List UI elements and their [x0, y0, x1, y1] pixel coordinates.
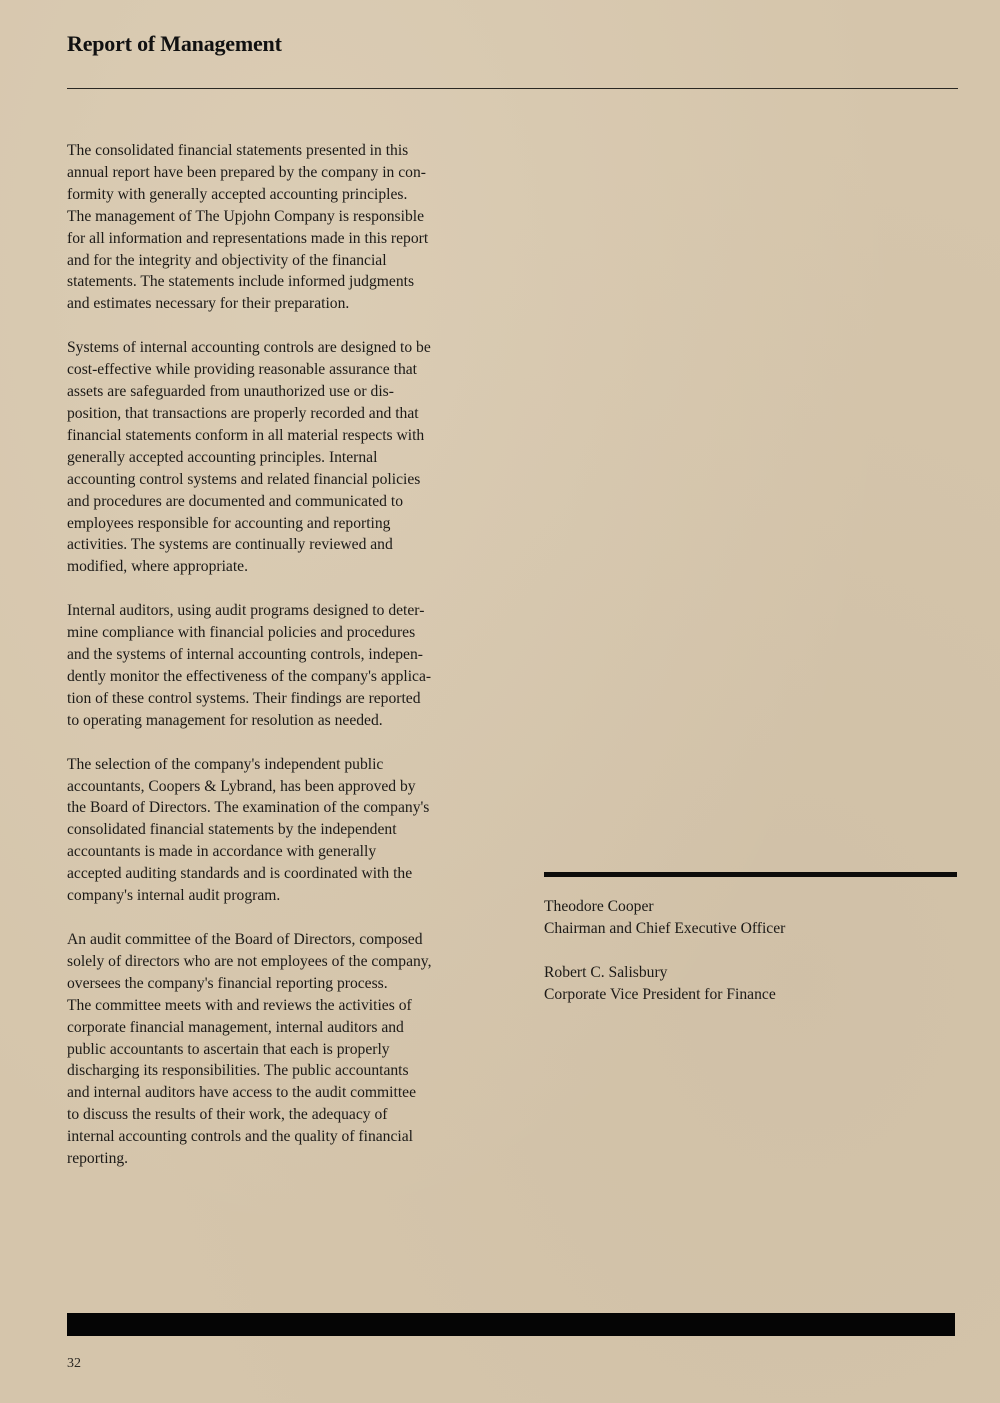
page-number: 32	[67, 1356, 81, 1371]
signature-block	[544, 896, 964, 1028]
signatory	[544, 896, 964, 940]
signatory	[544, 962, 964, 1006]
page-title: Report of Management	[67, 31, 282, 56]
header-rule	[67, 88, 958, 89]
paragraph-internal-auditors: Internal auditors, using audit programs designed to deter- mine compliance with financial policies and procedures and the systems of internal accounting controls, indepen- dently monitor the effectiveness of the company's applica- tion of these control systems. Their findings are reported to operating management for resolution as needed.	[67, 602, 432, 729]
footer-bar	[67, 1313, 955, 1336]
paragraph-independent-accountants: The selection of the company's independent public accountants, Coopers & Lybrand, has been approved by the Board of Directors. The examination of the company's consolidated financial statements by the independent accountants is made in accordance with generally accepted auditing standards and is coordinated with the company's internal audit program.	[67, 755, 430, 905]
paragraph-audit-committee: An audit committee of the Board of Directors, composed solely of directors who are not employees of the company, oversees the company's financial reporting process. The committee meets with and reviews the activities of corporate financial management, internal auditors and public accountants to ascertain that each is properly discharging its responsibilities. The public accountants and internal auditors have access to the audit committee to discuss the results of their work, the adequacy of internal accounting controls and the quality of financial reporting.	[67, 931, 432, 1168]
paragraph-internal-controls: Systems of internal accounting controls are designed to be cost-effective while providing reasonable assurance that assets are safeguarded from unauthorized use or dis- position, that transactions are properly recorded and that financial statements conform in all material respects with generally accepted accounting principles. Internal accounting control systems and related financial policies and procedures are documented and communicated to employees responsible for accounting and reporting activities. The systems are continually reviewed and modified, where appropriate.	[67, 339, 431, 576]
signature-rule	[544, 872, 957, 877]
signatory-name: Theodore Cooper	[544, 898, 654, 915]
signatory-name: Robert C. Salisbury	[544, 963, 668, 981]
paragraph-financial-statements: The consolidated financial statements presented in this annual report have been prepared by the company in con- formity with generally accepted accounting principles. The management of The Upjohn Company is responsible for all information and representations made in this report and for the integrity and objectivity of the financial statements. The statements include informed judgments and estimates necessary for their preparation.	[67, 142, 429, 313]
body-text-column	[67, 140, 487, 1192]
signatory-title: Chairman and Chief Executive Officer	[544, 919, 786, 937]
signatory-title: Corporate Vice President for Finance	[544, 985, 776, 1003]
